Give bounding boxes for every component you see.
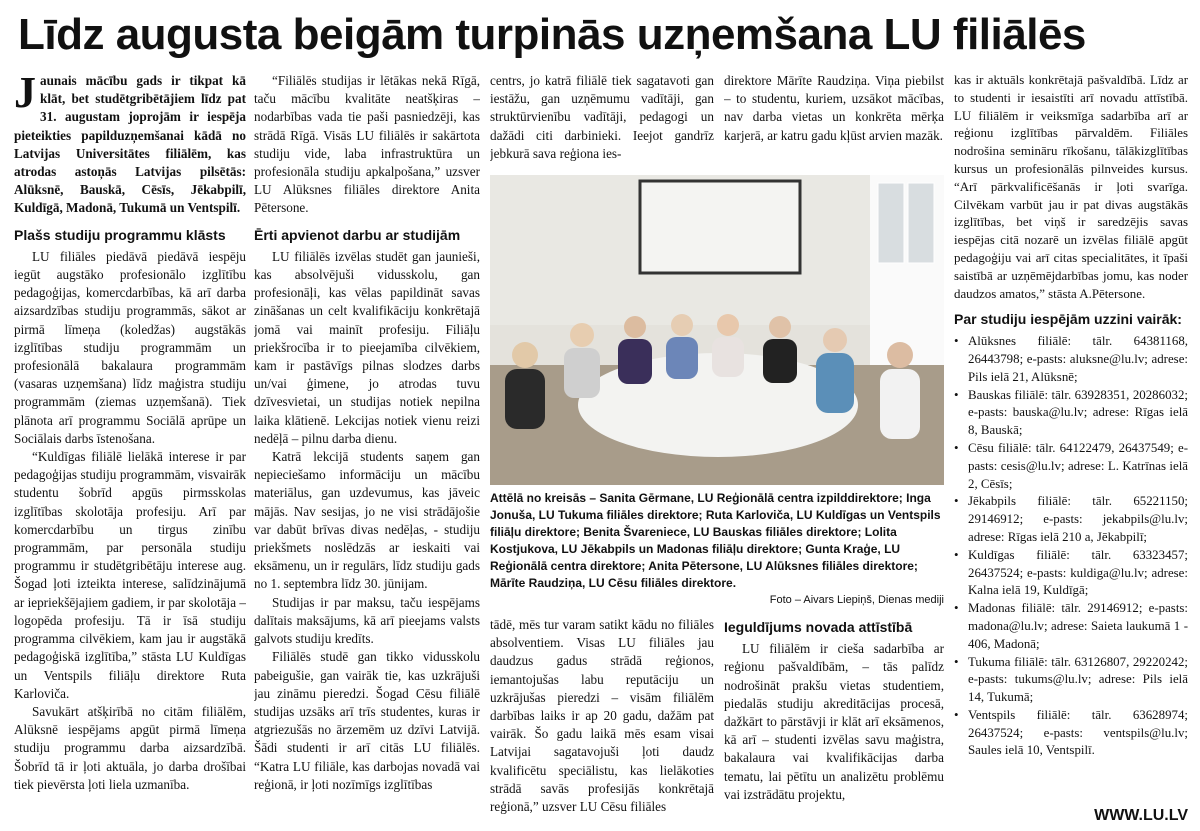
contact-item: • Jēkabpils filiālē: tālr. 65221150; 29146912; e-pasts: jekabpils@lu.lv; adrese: Rīgas ielā 210 a, Jēkabpilī; [954, 493, 1188, 546]
paragraph: kas ir aktuāls konkrētajā pašvaldībā. Līdz ar to studenti ir iesaistīti arī novadu attīstībā. LU filiālēm ir veiksmīga sadarbība arī ar reģionu izglītības pārvaldēm. Filiāles nodrošina semināru rīkošanu, tālākizglītības kursus un profesionālās pilnveides kursus. “Arī pārkvalificēšanās ir ļoti svarīga. Cilvēkam varbūt jau ir pat divas augstākās izglītības, bet viņš ir saredzējis savas iespējas citā nozarē un izvēlas filiālē apgūt pedagoģiju vai arī citas specialitātes, it īpaši saistībā ar uzņēmējdarbības jomu, kas noder daudzos amatos,” stāsta A.Pētersone. [954, 73, 1188, 301]
contact-item: • Ventspils filiālē: tālr. 63628974; 26437524; e-pasts: ventspils@lu.lv; Saules ielā 10, Ventspilī. [954, 707, 1188, 760]
drop-cap: J [14, 72, 36, 117]
column-5 [954, 72, 1188, 804]
paragraph: “Filiālēs studijas ir lētākas nekā Rīgā, taču mācību kvalitāte neatšķiras – nodarbības vada tie paši pasniedzēji, kas strādā Rīgā. Visās LU filiālēs ir sakārtota studiju vide, laba infrastruktūra un profesionāla studiju apkalpošana,” uzsver LU Alūksnes filiāles direktore Anita Pētersone. [254, 73, 480, 216]
contact-item: • Bauskas filiālē: tālr. 63928351, 20286032; e-pasts: bauska@lu.lv; adrese: Rīgas ielā 8, Bauskā; [954, 387, 1188, 440]
column-4-bottom [724, 612, 944, 817]
subhead-work-study: Ērti apvienot darbu ar studijām [254, 226, 461, 243]
photo-credit: Foto – Aivars Liepiņš, Dienas mediji [769, 594, 944, 606]
paragraph: centrs, jo katrā filiālē tiek sagatavoti gan iestāžu, gan uzņēmumu vadītāji, gan struktūrvienību vadītāji, pedagogi un dažādi citi darbinieki. Ieejot gandrīz jebkurā sava reģiona ies- [490, 73, 714, 161]
headline: Līdz augusta beigām turpinās uzņemšana LU filiālēs [18, 10, 1086, 59]
paragraph: LU filiālēs izvēlas studēt gan jaunieši, kas absolvējuši vidusskolu, gan profesionāļi, kas vēlas papildināt savas zināšanas un celt kvalifikāciju konkrētajā jomā vai mainīt profesiju. Filiāļu priekšrocība ir to pieejamība cilvēkiem, kam ir pastāvīgs pilnas slodzes darbs un/vai ģimene, jo atrodas tuvu dzīvesvietai, un studijas notiek nepilna laika klātienē. Lekcijas notiek vienu reizi nedēļā – pilnu darba dienu. [254, 248, 480, 446]
paragraph: tādē, mēs tur varam satikt kādu no filiāles absolventiem. Visas LU filiāles jau daudzus gadus strādā reģionos, iemantojušas labu reputāciju un uzkrājušas pieredzi – visām filiālēm darbības laiks ir ap 20 gadu, dažām pat vairāk. Šo gadu laikā mēs esam visai Latvijai sagatavojuši ļoti daudz kvalificētu speciālistu, kas lielākoties strādā savās profesijās konkrētajā reģionā,” uzsver LU Cēsu filiāles [490, 617, 714, 815]
paragraph: “Kuldīgas filiālē lielākā interese ir par pedagoģijas studiju programmām, visvairāk studentu šobrīd apgūs pirmsskolas izglītības skolotāja profesiju. Arī par komercdarbību un tirgus zinību programmām, par personāla studiju programmu ir studētgribētāju interese aug. Šogad ļoti izteikta interese, salīdzinājumā ar iepriekšējajiem gadiem, ir par skolotāja – logopēda profesiju. Tā ir īsā studiju programma cilvēkiem, kam jau ir augstākā pedagoģiskā izglītība,” stāsta LU Kuldīgas un Ventspils filiāļu direktore Ruta Karloviča. [14, 449, 246, 701]
column-2 [254, 72, 480, 822]
column-1 [14, 72, 246, 822]
subhead-more-info: Par studiju iespējām uzzini vairāk: [954, 311, 1182, 328]
contact-item: • Alūksnes filiālē: tālr. 64381168, 26443798; e-pasts: aluksne@lu.lv; adrese: Pils ielā 21, Alūksnē; [954, 333, 1188, 386]
photo-caption: Attēlā no kreisās – Sanita Gērmane, LU Reģionālā centra izpilddirektore; Inga Jonuša, LU Tukuma filiāles direktore; Ruta Karloviča, LU Kuldīgas un Ventspils filiāļu direktore; Benita Švareniece, LU Bauskas filiāles direktore; Lolita Kostjukova, LU Jēkabpils un Madonas filiāļu direktore; Gunta Kraģe, LU Reģionālā centra direktore; Anita Pētersone, LU Alūksnes filiāles direktore; Mārīte Raudziņa, LU Cēsu filiāles direktore. [490, 491, 941, 590]
paragraph: Studijas ir par maksu, taču iespējams dalītais maksājums, kā arī pieejams valsts galvots studiju kredīts. [254, 594, 480, 647]
column-3-top [490, 72, 714, 172]
group-photo [490, 175, 944, 485]
paragraph: LU filiāles piedāvā piedāvā iespēju iegūt augstāko profesionālo izglītību pedagoģijas, komercdarbības, kā arī darba aizsardzības studiju programmās, sākot ar pirmā līmeņa (koledžas) augstākās izglītības studiju programmām un profesionālā bakalaura programmām (vasaras uzņemšana) līdz maģistra studiju programmām (ziemas uzņemšanā). Tiek plānota arī programmu Sociālā aprūpe un Sociālais darbs īstenošana. [14, 248, 246, 446]
subhead-programs: Plašs studiju programmu klāsts [14, 226, 226, 243]
paragraph: Katrā lekcijā students saņem gan nepieciešamo informāciju un mācību materiālus, gan uzdevumus, kas jāveic mājās. Nav sesijas, jo ne visi strādājošie var dabūt brīvas divas nedēļas, - studiju priekšmets noslēdzās ar ieskaiti vai eksāmenu, un ir regulārs, līdz studiju gads no 1. septembra līdz 30. jūnijam. [254, 449, 480, 592]
contact-item: • Cēsu filiālē: tālr. 64122479, 26437549; e-pasts: cesis@lu.lv; adrese: L. Katrīnas ielā 2, Cēsīs; [954, 440, 1188, 493]
lead-paragraph [14, 72, 246, 218]
lead-text: aunais mācību gads ir tikpat kā klāt, bet studētgribētājiem līdz pat 31. augustam joprojām ir iespēja pieteikties papilduzņemšanai kādā no Latvijas Universitātes filiālēm, kas atrodas astoņās Latvijas pilsētās: Alūksnē, Bauskā, Cēsīs, Jēkabpilī, Kuldīgā, Madonā, Tukumā un Ventspilī. [14, 73, 246, 216]
paragraph: LU filiālēm ir cieša sadarbība ar reģionu pašvaldībām, – tās palīdz nodrošināt prakšu vietas studentiem, piedalās studiju akreditācijas procesā, dažkārt to pārstāvji ir klāt arī eksāmenos, kā arī – studenti izvēlas savu maģistra, bakalaura vai kvalifikācijas darba tematu, lai pētītu un analizētu problēmu vai izstrādātu projektu, [724, 641, 944, 802]
contact-item: • Kuldīgas filiālē: tālr. 63323457; 26437524; e-pasts: kuldiga@lu.lv; adrese: Kalna ielā 19, Kuldīgā; [954, 547, 1188, 600]
contacts-list [954, 333, 1188, 760]
paragraph: direktore Mārīte Raudziņa. Viņa piebilst – to studentu, kuriem, uzsākot mācības, nav darba vietas un konkrēta mērķa karjerā, ar katru gadu kļūst arvien mazāk. [724, 73, 944, 143]
column-4-top [724, 72, 944, 172]
column-3-bottom [490, 616, 714, 816]
contact-item: • Tukuma filiālē: tālr. 63126807, 29220242; e-pasts: tukums@lu.lv; adrese: Pils ielā 14, Tukumā; [954, 654, 1188, 707]
contact-item: • Madonas filiālē: tālr. 29146912; e-pasts: madona@lu.lv; adrese: Saieta laukumā 1 - 406, Madonā; [954, 600, 1188, 653]
paragraph: Savukārt atšķirībā no citām filiālēm, Alūksnē iespējams apgūt pirmā līmeņa studiju programmu darba aizsardzībā. Šobrīd tā ir ļoti aktuāla, jo darba drošībai tiek pievērsta ļoti liela uzmanība. [14, 703, 246, 792]
paragraph: Filiālēs studē gan tikko vidusskolu pabeigušie, gan vairāk tie, kas uzkrājuši jau zināmu pieredzi. Šogad Cēsu filiālē studijas uzsāks arī trīs studentes, kuras ir atgriezušās no ārzemēm uz dzīvi Latvijā. Šādi studenti ir arī citās LU filiālēs. “Katra LU filiāle, kas darbojas novadā vai reģionā, ir ļoti nozīmīgs izglītības [254, 649, 480, 792]
photo-illustration [490, 175, 944, 485]
website-link[interactable]: WWW.LU.LV [1094, 807, 1188, 824]
subhead-investment: Ieguldījums novada attīstībā [724, 619, 913, 635]
